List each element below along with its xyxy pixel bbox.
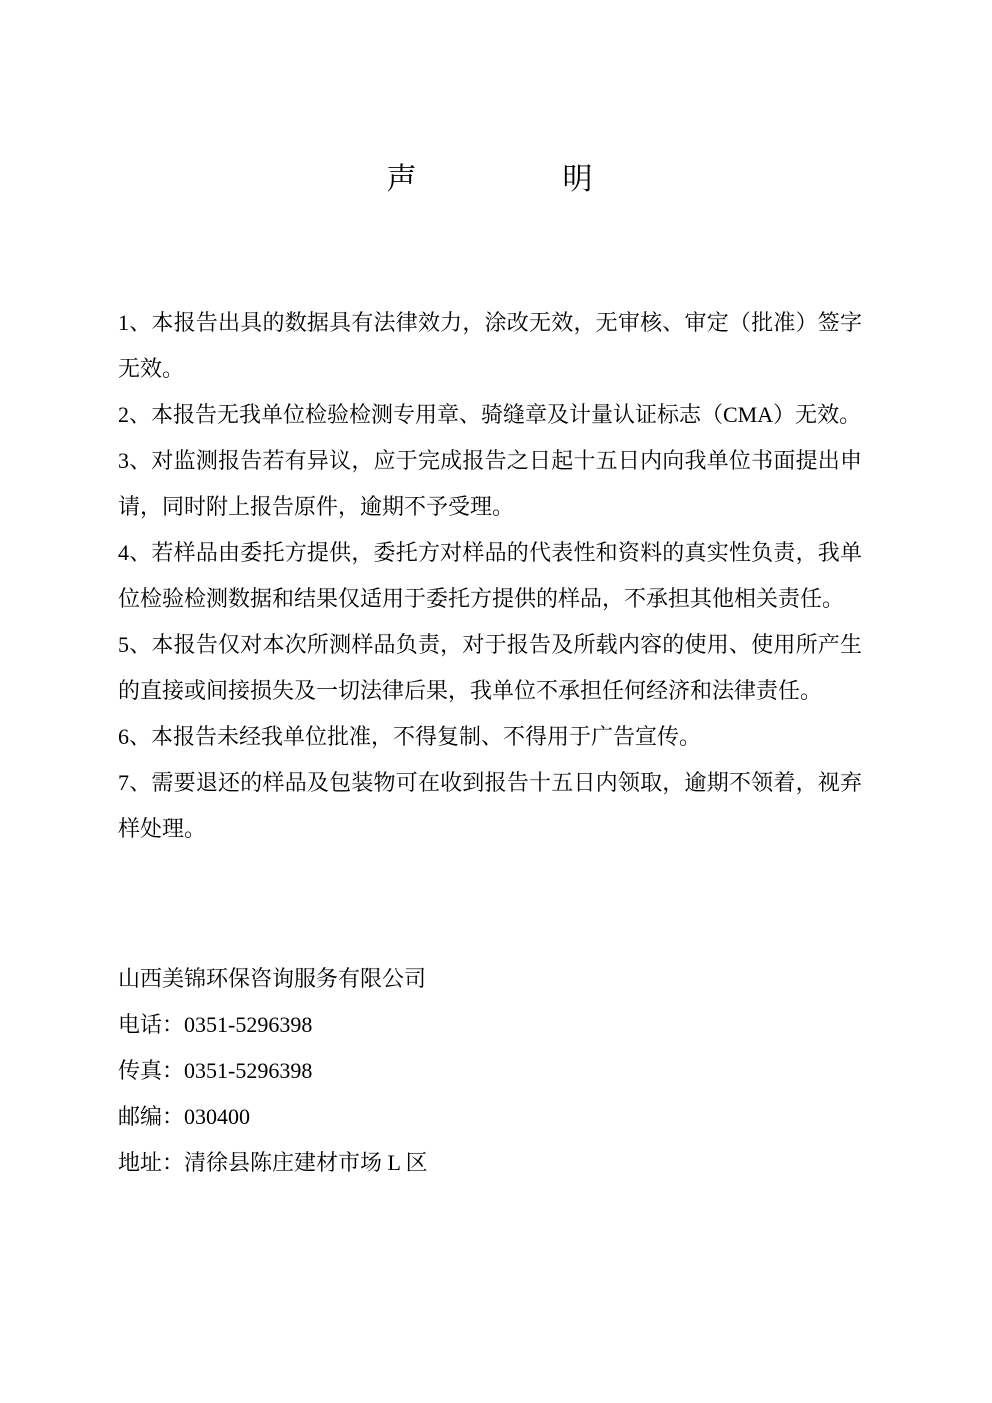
company-name: 山西美锦环保咨询服务有限公司	[118, 966, 427, 991]
address-value: 清徐县陈庄建材市场 L 区	[184, 1150, 428, 1175]
fax-label: 传真：	[118, 1058, 185, 1083]
fax-line	[118, 1048, 862, 1094]
declaration-item-2: 2、本报告无我单位检验检测专用章、骑缝章及计量认证标志（CMA）无效。	[118, 402, 862, 427]
document-title	[118, 160, 862, 200]
address-line	[118, 1140, 862, 1186]
phone-line	[118, 1002, 862, 1048]
postcode-line	[118, 1094, 862, 1140]
contact-block	[118, 956, 862, 1186]
declaration-list	[118, 300, 862, 852]
phone-label: 电话：	[118, 1012, 185, 1037]
declaration-item-5: 5、本报告仅对本次所测样品负责，对于报告及所载内容的使用、使用所产生的直接或间接损失及一切法律后果，我单位不承担任何经济和法律责任。	[118, 632, 862, 703]
postcode-label: 邮编：	[118, 1104, 185, 1129]
title-char-right: 明	[562, 163, 594, 196]
declaration-item-1: 1、本报告出具的数据具有法律效力，涂改无效，无审核、审定（批准）签字无效。	[118, 310, 862, 381]
address-label: 地址：	[118, 1150, 185, 1175]
declaration-item-6: 6、本报告未经我单位批准，不得复制、不得用于广告宣传。	[118, 724, 702, 749]
postcode-value: 030400	[184, 1104, 251, 1129]
declaration-item-7: 7、需要退还的样品及包装物可在收到报告十五日内领取，逾期不领着，视弃样处理。	[118, 770, 862, 841]
declaration-item-3: 3、对监测报告若有异议，应于完成报告之日起十五日内向我单位书面提出申请，同时附上报告原件，逾期不予受理。	[118, 448, 862, 519]
title-char-left: 声	[386, 163, 418, 196]
declaration-item-4: 4、若样品由委托方提供，委托方对样品的代表性和资料的真实性负责，我单位检验检测数据和结果仅适用于委托方提供的样品，不承担其他相关责任。	[118, 540, 862, 611]
fax-value: 0351-5296398	[184, 1058, 313, 1083]
phone-value: 0351-5296398	[184, 1012, 313, 1037]
